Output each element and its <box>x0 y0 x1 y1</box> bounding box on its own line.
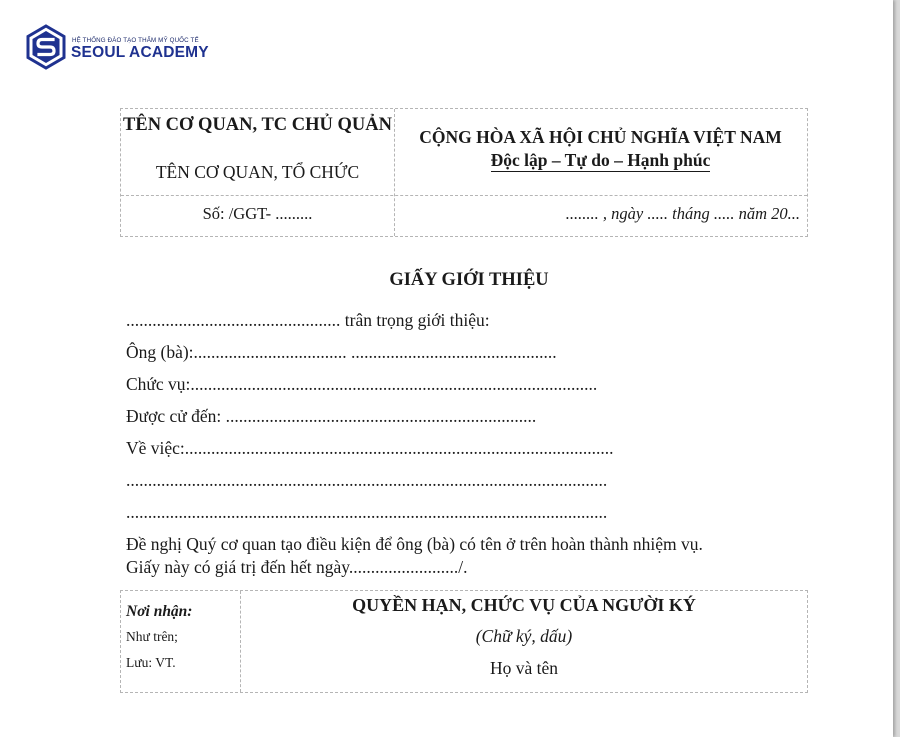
logo-name: SEOUL ACADEMY <box>71 44 209 61</box>
national-motto <box>394 150 807 171</box>
validity-line: Giấy này có giá trị đến hết ngày........................./. <box>126 557 468 577</box>
signature-table <box>120 590 808 693</box>
national-motto-text: Độc lập – Tự do – Hạnh phúc <box>490 150 711 170</box>
header-divider-horizontal <box>121 195 807 196</box>
document-title: GIẤY GIỚI THIỆU <box>389 270 549 290</box>
organization-name: TÊN CƠ QUAN, TỔ CHỨC <box>155 162 360 182</box>
intro-line: ................................................. trân trọng giới thiệu: <box>126 310 490 330</box>
signature-note: (Chữ ký, dấu) <box>475 626 573 646</box>
logo-tagline: HỆ THỐNG ĐÀO TẠO THẨM MỸ QUỐC TẾ <box>72 37 199 44</box>
parent-organization-name: TÊN CƠ QUAN, TC CHỦ QUẢN <box>123 115 392 135</box>
sent-to-line: Được cử đến: ....................................................................... <box>126 406 537 426</box>
seoul-academy-logo <box>24 24 224 70</box>
name-line: Ông (bà):................................... ............................................... <box>126 342 557 362</box>
recipients-title: Nơi nhận: <box>126 603 193 620</box>
blank-line: .............................................................................................................. <box>126 502 608 522</box>
purpose-line: Về việc:.................................................................................................. <box>126 438 614 458</box>
recipient-item: Như trên; <box>126 629 178 644</box>
national-title: CỘNG HÒA XÃ HỘI CHỦ NGHĨA VIỆT NAM <box>419 127 782 147</box>
signer-title: QUYỀN HẠN, CHỨC VỤ CỦA NGƯỜI KÝ <box>352 595 696 615</box>
logo-hexagon-s-icon <box>24 24 68 70</box>
header-table <box>120 108 808 237</box>
signer-full-name: Họ và tên <box>489 658 559 678</box>
request-line: Đề nghị Quý cơ quan tạo điều kiện để ông (bà) có tên ở trên hoàn thành nhiệm vụ. <box>126 534 703 554</box>
document-number: Số: /GGT- ......... <box>202 204 313 223</box>
position-line: Chức vụ:............................................................................................. <box>126 374 598 394</box>
recipient-item: Lưu: VT. <box>126 655 176 670</box>
blank-line: .............................................................................................................. <box>126 470 608 490</box>
document-date: ........ , ngày ..... tháng ..... năm 20... <box>565 204 800 223</box>
